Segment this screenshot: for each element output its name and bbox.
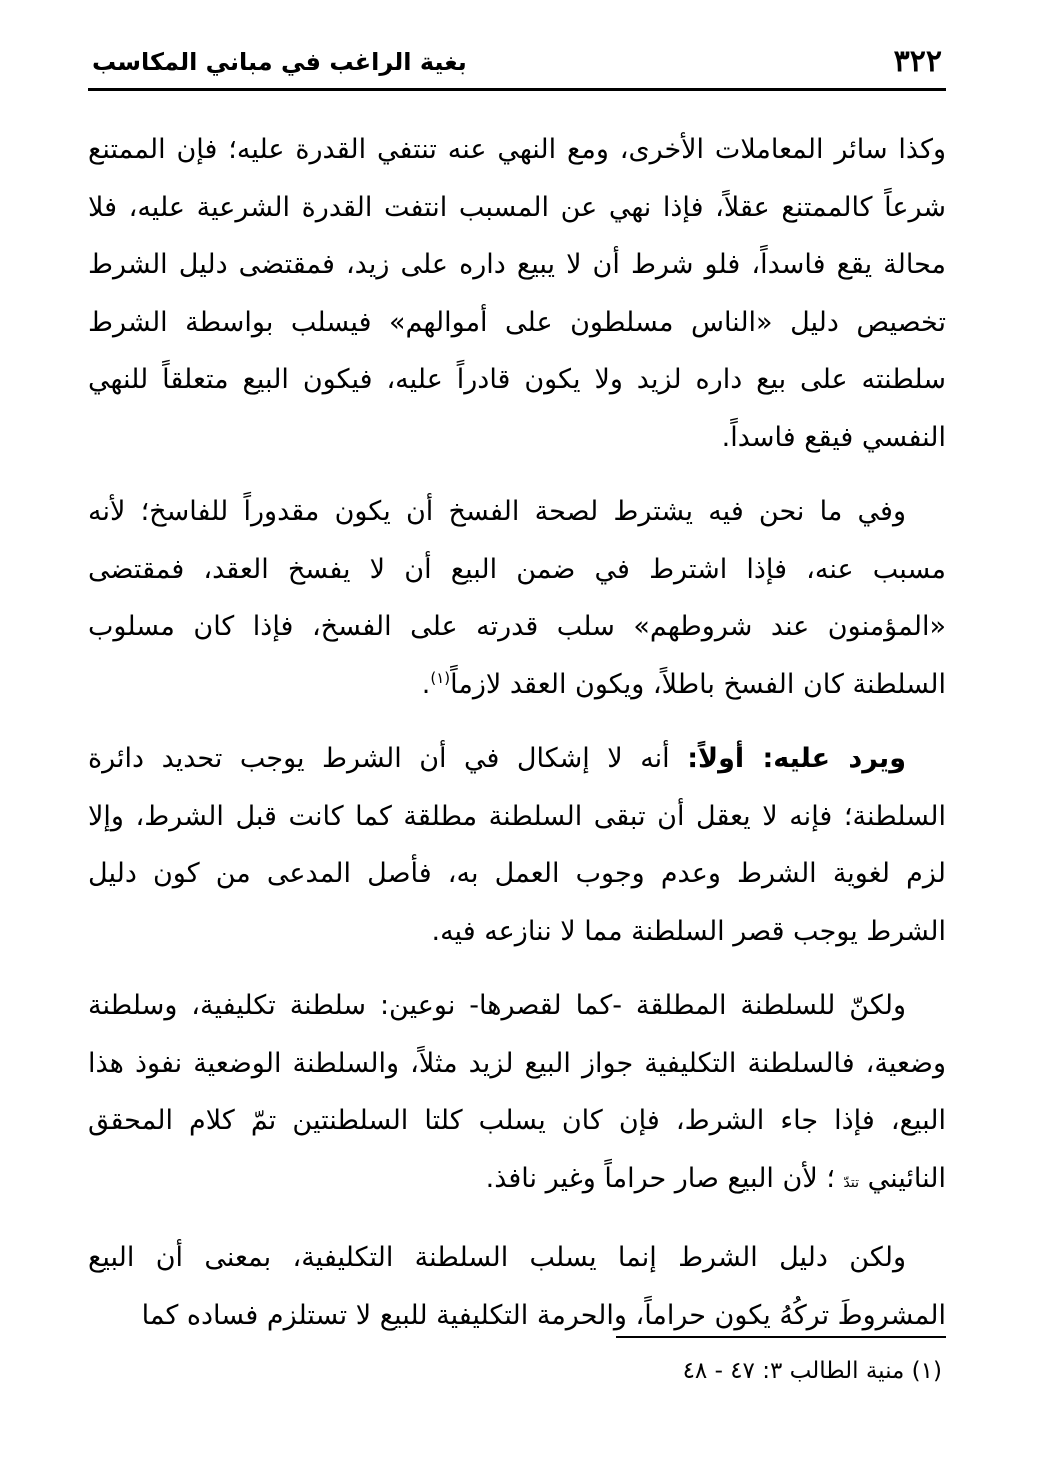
- paragraph-4-end: ؛ لأن البيع صار حراماً وغير نافذ.: [485, 1162, 835, 1194]
- body-text: [88, 121, 946, 1344]
- paragraph-3: [88, 730, 946, 960]
- footnote: (١) منية الطالب ٣: ٤٧ - ٤٨: [682, 1358, 942, 1384]
- paragraph-5: ولكن دليل الشرط إنما يسلب السلطنة التكليفية، بمعنى أن البيع المشروطَ تركُهُ يكون حراماً، والحرمة التكليفية للبيع لا تستلزم فساده كما: [88, 1242, 946, 1331]
- honorific-symbol: تتدّ: [843, 1174, 859, 1191]
- paragraph-4-text: ولكنّ للسلطنة المطلقة -كما لقصرها- نوعين: سلطنة تكليفية، وسلطنة وضعية، فالسلطنة التكليفية جواز البيع لزيد مثلاً، والسلطنة الوضعية نفوذ هذا البيع، فإذا جاء الشرط، فإن كان يسلب كلتا السلطنتين تمّ كلام المحقق النائيني: [88, 990, 946, 1194]
- paragraph-2: [88, 483, 946, 713]
- paragraph-3-text: أنه لا إشكال في أن الشرط يوجب تحديد دائرة السلطنة؛ فإنه لا يعقل أن تبقى السلطنة مطلقة كما كانت قبل الشرط، وإلا لزم لغوية الشرط وعدم وجوب العمل به، فأصل المدعى من كون دليل الشرط يوجب قصر السلطنة مما لا ننازعه فيه.: [88, 743, 946, 947]
- book-title: بغية الراغب في مباني المكاسب: [92, 48, 467, 76]
- paragraph-2-end: .: [421, 668, 431, 700]
- paragraph-3-lead: ويرد عليه: أولاً:: [687, 743, 906, 774]
- paragraph-1: وكذا سائر المعاملات الأخرى، ومع النهي عنه تنتفي القدرة عليه؛ فإن الممتنع شرعاً كالممتنع عقلاً، فإذا نهي عن المسبب انتفت القدرة الشرعية عليه، فلا محالة يقع فاسداً، فلو شرط أن لا يبيع داره على زيد، فمقتضى دليل الشرط تخصيص دليل «الناس مسلطون على أموالهم» فيسلب بواسطة الشرط سلطنته على بيع داره لزيد ولا يكون قادراً عليه، فيكون البيع متعلقاً للنهي النفسي فيقع فاسداً.: [88, 134, 946, 453]
- document-page: [88, 40, 946, 1440]
- paragraph-2-text: وفي ما نحن فيه يشترط لصحة الفسخ أن يكون مقدوراً للفاسخ؛ لأنه مسبب عنه، فإذا اشترط في ضمن البيع أن لا يفسخ العقد، فمقتضى «المؤمنون عند شروطهم» سلب قدرته على الفسخ، فإذا كان مسلوب السلطنة كان الفسخ باطلاً، ويكون العقد لازماً: [88, 496, 946, 700]
- footnote-divider: [616, 1336, 946, 1338]
- page-header: [88, 40, 946, 91]
- page-number: ٣٢٢: [893, 44, 942, 79]
- footnote-reference[interactable]: (١): [430, 668, 451, 687]
- paragraph-4: [88, 977, 946, 1212]
